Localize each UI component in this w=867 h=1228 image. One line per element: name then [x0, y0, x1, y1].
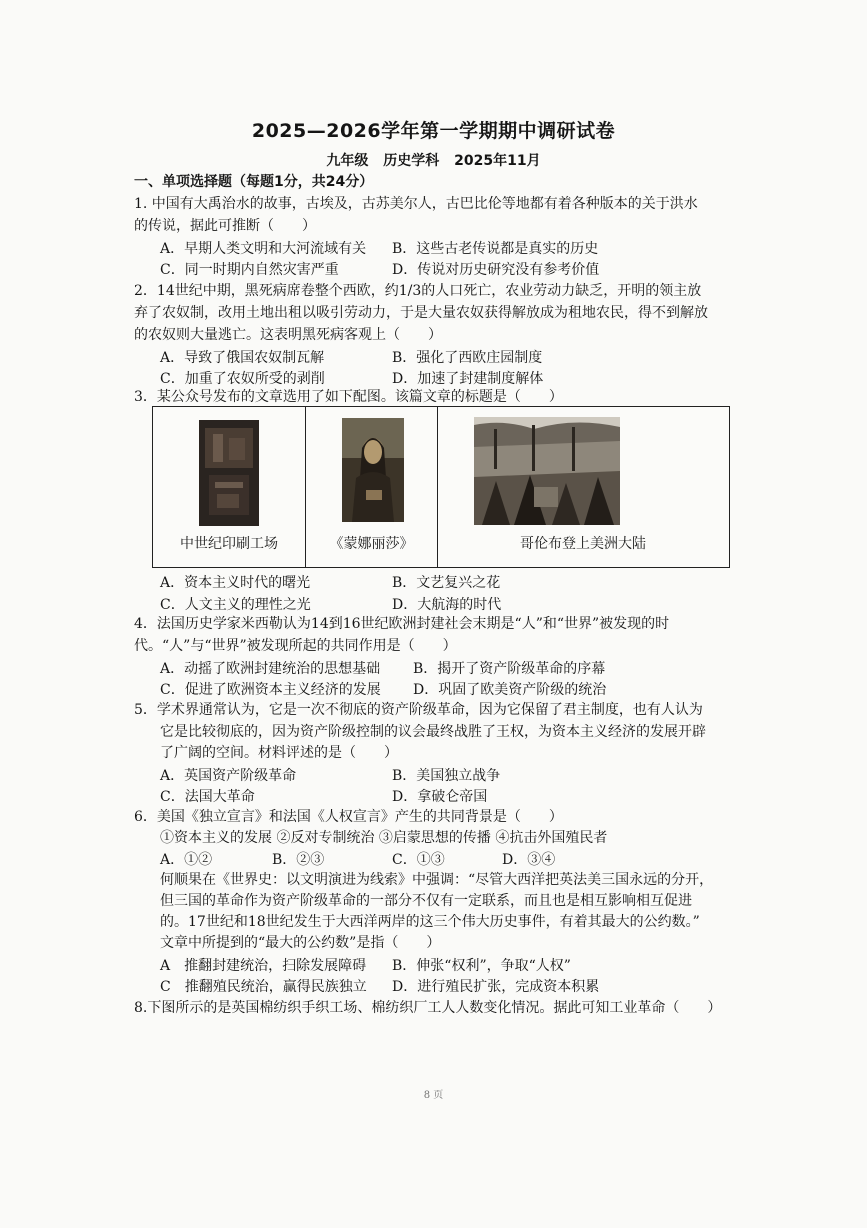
page-number: 8 页 — [423, 1090, 444, 1101]
exam-subtitle — [0, 150, 867, 170]
q4-option-b[interactable]: B．揭开了资产阶级革命的序幕 — [413, 661, 606, 677]
caption-columbus: 哥伦布登上美洲大陆 — [520, 536, 646, 552]
exam-title: 2025—2026学年第一学期期中调研试卷 — [251, 120, 616, 142]
q4-line: 代。“人”与“世界”被发现所起的共同作用是（ ） — [134, 638, 457, 654]
q7-line: 但三国的革命作为资产阶级革命的一部分不仅有一定联系，而且也是相互影响相互促进 — [160, 893, 692, 909]
q5-option-a[interactable]: A．英国资产阶级革命 — [160, 768, 297, 784]
q2-line: 2．14世纪中期，黑死病席卷整个西欧，约1/3的人口死亡，农业劳动力缺乏，开明的领主放 — [134, 283, 702, 299]
q3-option-c[interactable]: C．人文主义的理性之光 — [160, 597, 311, 613]
q6-line: ①资本主义的发展 ②反对专制统治 ③启蒙思想的传播 ④抗击外国殖民者 — [160, 830, 608, 846]
q7-option-b[interactable]: B．伸张“权利”，争取“人权” — [392, 958, 571, 974]
q1-option-a[interactable]: A．早期人类文明和大河流域有关 — [160, 241, 367, 257]
q7-option-c[interactable]: C 推翻殖民统治，赢得民族独立 — [160, 979, 367, 995]
q5-option-b[interactable]: B．美国独立战争 — [392, 768, 501, 784]
q5-option-c[interactable]: C．法国大革命 — [160, 789, 255, 805]
q2-option-a[interactable]: A．导致了俄国农奴制瓦解 — [160, 350, 325, 366]
q2-line: 弃了农奴制，改用土地出租以吸引劳动力，于是大量农奴获得解放成为租地农民，得不到解放 — [134, 305, 708, 321]
q3-option-b[interactable]: B．文艺复兴之花 — [392, 575, 501, 591]
exam-date: 2025年11月 — [454, 153, 541, 169]
q4-option-a[interactable]: A．动摇了欧洲封建统治的思想基础 — [160, 661, 381, 677]
q5-line: 了广阔的空间。材料评述的是（ ） — [160, 745, 398, 761]
q7-line: 文章中所提到的“最大的公约数”是指（ ） — [160, 935, 441, 951]
q3-line: 3．某公众号发布的文章选用了如下配图。该篇文章的标题是（ ） — [134, 389, 563, 405]
printing-workshop-image — [199, 420, 259, 526]
q6-option-a[interactable]: A．①② — [160, 852, 213, 868]
q6-option-c[interactable]: C．①③ — [392, 852, 445, 868]
grade-label: 九年级 — [326, 153, 369, 169]
q5-option-d[interactable]: D．拿破仑帝国 — [392, 789, 488, 805]
q1-option-c[interactable]: C．同一时期内自然灾害严重 — [160, 262, 339, 278]
q7-line: 何顺果在《世界史：以文明演进为线索》中强调：“尽管大西洋把英法美三国永远的分开， — [160, 872, 714, 888]
image-cell-columbus — [438, 407, 728, 567]
image-cell-printing — [153, 407, 306, 567]
q3-option-a[interactable]: A．资本主义时代的曙光 — [160, 575, 311, 591]
q1-line: 1. 中国有大禹治水的故事，古埃及，古苏美尔人，古巴比伦等地都有着各种版本的关于洪水 — [134, 196, 698, 212]
q7-option-d[interactable]: D．进行殖民扩张，完成资本积累 — [392, 979, 600, 995]
image-cell-mona-lisa — [306, 407, 438, 567]
q4-line: 4．法国历史学家米西勒认为14到16世纪欧洲封建社会末期是“人”和“世界”被发现的时 — [134, 616, 670, 632]
q2-line: 的农奴则大量逃亡。这表明黑死病客观上（ ） — [134, 327, 442, 343]
q4-option-d[interactable]: D．巩固了欧美资产阶级的统治 — [413, 682, 607, 698]
mona-lisa-image — [342, 418, 404, 522]
q7-line: 的。17世纪和18世纪发生于大西洋两岸的这三个伟大历史事件，有着其最大的公约数。” — [160, 914, 700, 930]
q1-option-b[interactable]: B．这些古老传说都是真实的历史 — [392, 241, 599, 257]
q3-option-d[interactable]: D．大航海的时代 — [392, 597, 502, 613]
q2-option-c[interactable]: C．加重了农奴所受的剥削 — [160, 371, 325, 387]
q6-line: 6．美国《独立宣言》和法国《人权宣言》产生的共同背景是（ ） — [134, 809, 563, 825]
caption-printing: 中世纪印刷工场 — [180, 536, 278, 552]
section-heading: 一、单项选择题（每题1分，共24分） — [134, 174, 374, 190]
q6-option-b[interactable]: B．②③ — [272, 852, 325, 868]
q2-option-d[interactable]: D．加速了封建制度解体 — [392, 371, 544, 387]
q4-option-c[interactable]: C．促进了欧洲资本主义经济的发展 — [160, 682, 381, 698]
q1-option-d[interactable]: D．传说对历史研究没有参考价值 — [392, 262, 600, 278]
q5-line: 它是比较彻底的，因为资产阶级控制的议会最终战胜了王权，为资本主义经济的发展开辟 — [160, 724, 706, 740]
caption-mona-lisa: 《蒙娜丽莎》 — [329, 536, 414, 552]
q3-image-table — [152, 406, 730, 568]
q2-option-b[interactable]: B．强化了西欧庄园制度 — [392, 350, 543, 366]
q1-line: 的传说，据此可推断（ ） — [134, 218, 316, 234]
columbus-landing-image — [474, 417, 620, 525]
q6-option-d[interactable]: D．③④ — [502, 852, 556, 868]
q7-option-a[interactable]: A 推翻封建统治，扫除发展障碍 — [160, 958, 367, 974]
subject-label: 历史学科 — [383, 153, 440, 169]
q8-line: 8.下图所示的是英国棉纺织手织工场、棉纺织厂工人人数变化情况。据此可知工业革命（ ） — [134, 1000, 722, 1016]
q5-line: 5．学术界通常认为，它是一次不彻底的资产阶级革命，因为它保留了君主制度，也有人认为 — [134, 702, 703, 718]
